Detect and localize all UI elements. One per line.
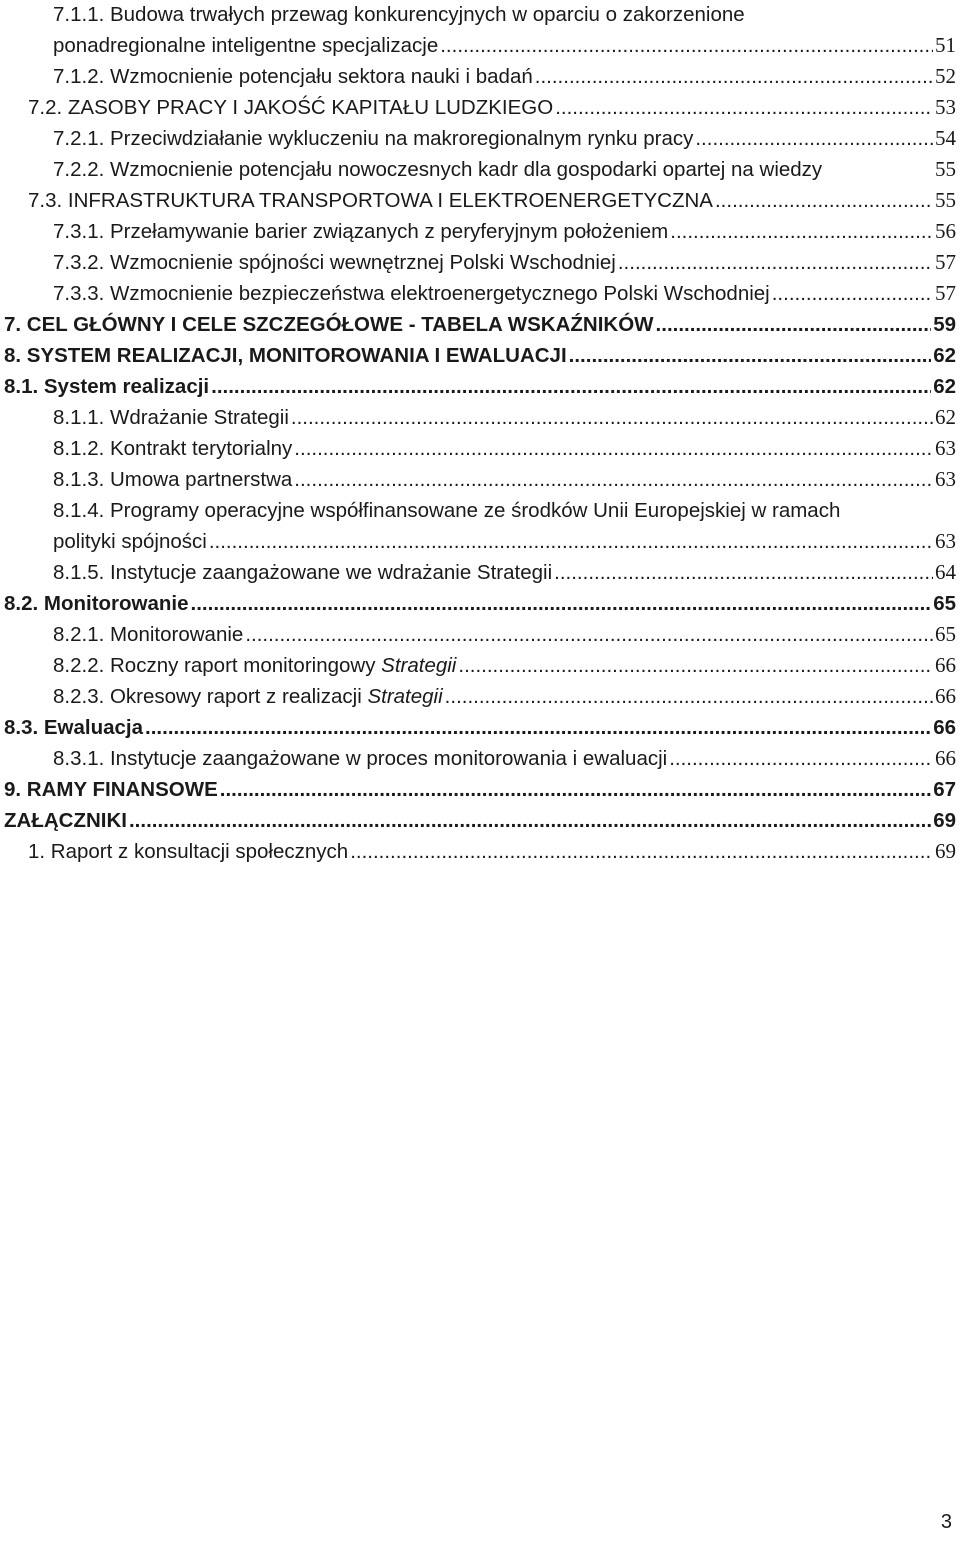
toc-page-number: 67 [933, 778, 956, 801]
toc-page-number: 51 [935, 33, 956, 57]
toc-entry[interactable] [4, 589, 956, 618]
toc-page-number: 65 [935, 622, 956, 646]
page-number: 3 [940, 1511, 952, 1533]
toc-entry[interactable] [53, 155, 956, 184]
toc-page-number: 63 [935, 529, 956, 553]
toc-dot-leader [209, 527, 933, 556]
toc-entry[interactable] [53, 527, 956, 556]
toc-entry[interactable] [4, 341, 956, 370]
toc-dot-leader [129, 806, 931, 835]
toc-dot-leader [618, 248, 933, 277]
toc-entry-title: 8.1.5. Instytucje zaangażowane we wdrażanie Strategii [53, 561, 553, 584]
toc-page-number: 57 [935, 281, 956, 305]
toc-page-number: 66 [935, 653, 956, 677]
toc-page-number: 62 [935, 405, 956, 429]
toc-entry-line: 8.1.4. Programy operacyjne współfinansowane ze środków Unii Europejskiej w ramach [53, 499, 841, 522]
toc-entry[interactable] [4, 775, 956, 804]
toc-entry-title: 8.3. Ewaluacja [4, 716, 144, 739]
toc-dot-leader [350, 837, 933, 866]
toc-entry-title: ZAŁĄCZNIKI [4, 809, 127, 832]
toc-page-number: 64 [935, 560, 956, 584]
toc-entry-title: 8.2.2. Roczny raport monitoringowy Strategii [53, 654, 457, 677]
toc-entry[interactable] [53, 279, 956, 308]
toc-page-number: 53 [935, 95, 956, 119]
toc-entry[interactable] [53, 558, 956, 587]
toc-entry[interactable] [4, 310, 956, 339]
toc-entry[interactable] [53, 248, 956, 277]
toc-entry[interactable] [28, 837, 956, 866]
toc-entry-title: 8. SYSTEM REALIZACJI, MONITOROWANIA I EWALUACJI [4, 344, 567, 367]
toc-page-number: 69 [933, 809, 956, 832]
toc-page-number: 66 [935, 684, 956, 708]
toc-entry[interactable] [28, 93, 956, 122]
toc-entry[interactable] [4, 806, 956, 835]
toc-entry[interactable] [53, 682, 956, 711]
toc-entry-title: 1. Raport z konsultacji społecznych [28, 840, 349, 863]
toc-entry-title: 8.2. Monitorowanie [4, 592, 189, 615]
toc-entry-title: polityki spójności [53, 530, 207, 553]
toc-dot-leader [669, 744, 933, 773]
toc-dot-leader [440, 31, 933, 60]
toc-entry[interactable] [53, 31, 956, 60]
toc-page-number: 62 [933, 375, 956, 398]
toc-entry-title: 7.3.1. Przełamywanie barier związanych z peryferyjnym położeniem [53, 220, 669, 243]
toc-dot-leader [445, 682, 933, 711]
toc-entry-title: ponadregionalne inteligentne specjalizacje [53, 34, 439, 57]
toc-entry-title: 7.3.2. Wzmocnienie spójności wewnętrznej Polski Wschodniej [53, 251, 616, 274]
toc-dot-leader [670, 217, 933, 246]
toc-entry-line: 7.1.1. Budowa trwałych przewag konkurencyjnych w oparciu o zakorzenione [53, 3, 745, 26]
toc-entry[interactable] [53, 403, 956, 432]
toc-dot-leader [555, 93, 933, 122]
toc-entry-title: 7.1.2. Wzmocnienie potencjału sektora nauki i badań [53, 65, 533, 88]
toc-entry[interactable] [28, 186, 956, 215]
toc-page-number: 63 [935, 467, 956, 491]
toc-page-number: 56 [935, 219, 956, 243]
toc-page-number: 65 [933, 592, 956, 615]
toc-dot-leader [291, 403, 933, 432]
toc-entry-title: 8.1.1. Wdrażanie Strategii [53, 406, 289, 429]
toc-entry[interactable] [53, 62, 956, 91]
toc-dot-leader [220, 775, 931, 804]
toc-dot-leader [245, 620, 933, 649]
toc-page-number: 55 [935, 157, 956, 181]
toc-entry-title: 7.3. INFRASTRUKTURA TRANSPORTOWA I ELEKTROENERGETYCZNA [28, 189, 713, 212]
toc-entry-title: 9. RAMY FINANSOWE [4, 778, 218, 801]
toc-dot-leader [715, 186, 933, 215]
toc-entry-title: 8.3.1. Instytucje zaangażowane w proces monitorowania i ewaluacji [53, 747, 668, 770]
toc-page-number: 66 [935, 746, 956, 770]
toc-page-number: 54 [935, 126, 956, 150]
toc-entry-title: 7.2.2. Wzmocnienie potencjału nowoczesnych kadr dla gospodarki opartej na wiedzy [53, 158, 823, 181]
toc-entry[interactable] [53, 620, 956, 649]
toc-entry-title: 8.2.1. Monitorowanie [53, 623, 244, 646]
toc-page-number: 59 [933, 313, 956, 336]
toc-page-number: 63 [935, 436, 956, 460]
toc-entry[interactable] [53, 124, 956, 153]
toc-entry-title: 7.3.3. Wzmocnienie bezpieczeństwa elektroenergetycznego Polski Wschodniej [53, 282, 770, 305]
toc-entry[interactable] [53, 744, 956, 773]
toc-entry[interactable] [53, 217, 956, 246]
toc-dot-leader [535, 62, 933, 91]
toc-entry-title: 8.1.3. Umowa partnerstwa [53, 468, 293, 491]
toc-page-number: 66 [933, 716, 956, 739]
toc-entry[interactable] [53, 434, 956, 463]
toc-dot-leader [554, 558, 933, 587]
toc-entry-title: 7. CEL GŁÓWNY I CELE SZCZEGÓŁOWE - TABELA WSKAŹNIKÓW [4, 313, 654, 336]
toc-entry[interactable] [53, 465, 956, 494]
toc-page-number: 52 [935, 64, 956, 88]
toc-dot-leader [569, 341, 932, 370]
toc-page-number: 57 [935, 250, 956, 274]
toc-dot-leader [458, 651, 933, 680]
toc-dot-leader [656, 310, 932, 339]
toc-entry-title: 8.2.3. Okresowy raport z realizacji Strategii [53, 685, 443, 708]
toc-dot-leader [145, 713, 931, 742]
toc-dot-leader [695, 124, 933, 153]
toc-dot-leader [191, 589, 932, 618]
toc-entry-title: 8.1. System realizacji [4, 375, 210, 398]
toc-entry[interactable] [4, 713, 956, 742]
toc-dot-leader [294, 434, 933, 463]
toc-entry[interactable] [53, 651, 956, 680]
toc-dot-leader [211, 372, 931, 401]
toc-dot-leader [294, 465, 933, 494]
toc-page-number: 69 [935, 839, 956, 863]
toc-entry[interactable] [4, 372, 956, 401]
toc-entry-title: 8.1.2. Kontrakt terytorialny [53, 437, 293, 460]
toc-entry-title: 7.2.1. Przeciwdziałanie wykluczeniu na makroregionalnym rynku pracy [53, 127, 694, 150]
toc-page-number: 55 [935, 188, 956, 212]
toc-dot-leader [772, 279, 933, 308]
toc-page-number: 62 [933, 344, 956, 367]
toc-entry-title: 7.2. ZASOBY PRACY I JAKOŚĆ KAPITAŁU LUDZKIEGO [28, 96, 554, 119]
